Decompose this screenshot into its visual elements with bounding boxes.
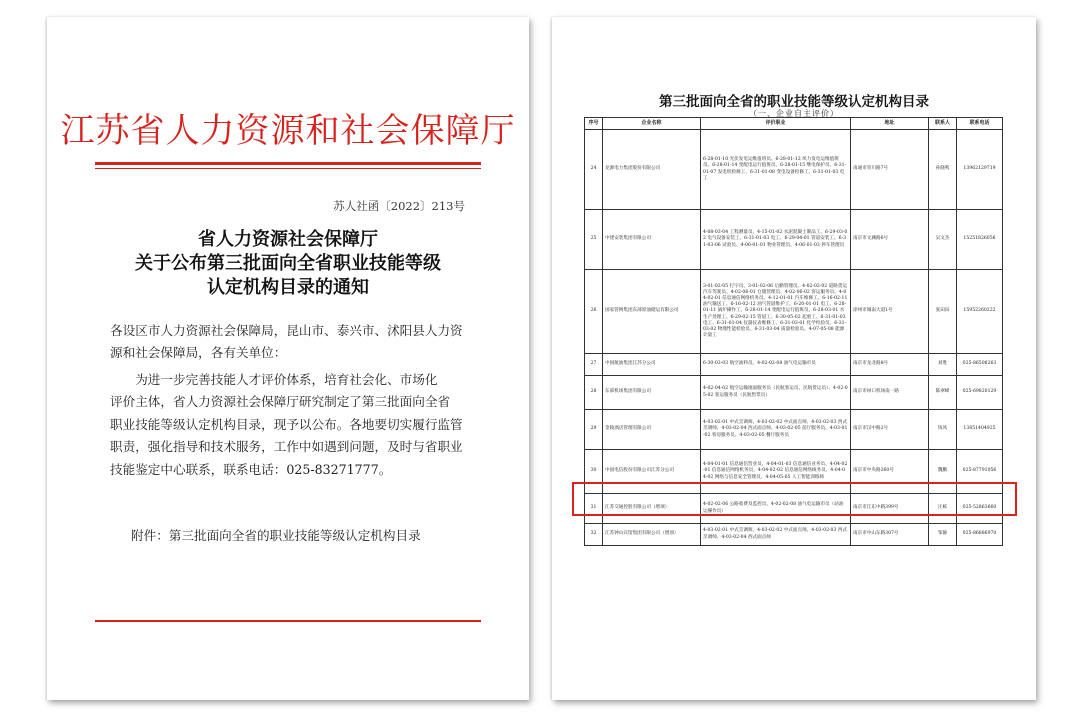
header-company: 企业名称 xyxy=(603,118,701,130)
row-phone: 025-86886970 xyxy=(957,524,1003,546)
row-phone: 025-87791056 xyxy=(957,450,1003,494)
catalog-page xyxy=(552,17,1036,700)
catalog-subtitle: （一、企业自主评价） xyxy=(749,109,839,118)
row-contact: 汪栋 xyxy=(929,494,957,524)
body-line: 评价主体，省人力资源社会保障厅研究制定了第三批面向全省 xyxy=(110,394,451,410)
table-row xyxy=(585,410,1003,450)
row-company: 中国电信股份有限公司江苏分公司 xyxy=(603,450,701,494)
row-company: 金陵酒店管理有限公司 xyxy=(603,410,701,450)
row-no: 24 xyxy=(585,130,603,210)
title-line-2: 关于公布第三批面向全省职业技能等级 xyxy=(135,253,441,274)
row-contact: 刘胜 xyxy=(929,354,957,376)
row-contact: 魏鹏 xyxy=(929,450,957,494)
row-address: 南京市文澜路6号 xyxy=(851,210,929,270)
row-no: 25 xyxy=(585,210,603,270)
row-no: 26 xyxy=(585,270,603,354)
table-row xyxy=(585,524,1003,546)
row-phone: 15952260222 xyxy=(957,270,1003,354)
row-jobs: 4-03-02-01 中式烹调师、4-03-02-02 中式面点师、4-03-02-03 西式烹调师、4-03-02-04 西式面点师 xyxy=(701,524,851,546)
row-phone: 13962129719 xyxy=(957,130,1003,210)
salutation xyxy=(110,320,470,365)
row-phone: 15251826056 xyxy=(957,210,1003,270)
row-company: 中建安装集团有限公司 xyxy=(603,210,701,270)
row-contact: 张田田 xyxy=(929,270,957,354)
row-no: 28 xyxy=(585,376,603,410)
row-address: 徐州市城南大道1号 xyxy=(851,270,929,354)
row-jobs: 6-30-03-03 航空油料员、4-02-02-08 油气电运输市员 xyxy=(701,354,851,376)
row-contact: 孙晓鸣 xyxy=(929,130,957,210)
letterhead-rule-thin xyxy=(95,168,481,169)
row-company: 国家管网集团东部原油储运有限公司 xyxy=(603,270,701,354)
row-company: 中国航油集团江苏分公司 xyxy=(603,354,701,376)
title-line-1: 省人力资源社会保障厅 xyxy=(198,229,378,250)
row-contact: 邹静 xyxy=(929,524,957,546)
header-contact: 联系人 xyxy=(929,118,957,130)
row-address: 南京市龙北路8号 xyxy=(851,354,929,376)
row-no: 32 xyxy=(585,524,603,546)
header-phone: 联系电话 xyxy=(957,118,1003,130)
row-jobs: 4-04-01-01 信息通信营业员、4-04-01-03 信息通信业务员、4-04-02-01 信息通信网络机务员、4-04-02-02 信息通信网络线务员、4-04-04-02 网络与信息安全管理员、4-04-05-05 人工智能训练师 xyxy=(701,450,851,494)
row-address: 南京市禄口机场南一路 xyxy=(851,376,929,410)
highlight-box xyxy=(572,482,1017,516)
attachment-line: 附件：第三批面向全省的职业技能等级认定机构目录 xyxy=(131,528,421,543)
row-address: 南通市崇川路7号 xyxy=(851,130,929,210)
body-line: 职业技能等级认定机构目录，现予以公布。各地要切实履行监管 xyxy=(110,416,463,432)
header-no: 序号 xyxy=(585,118,603,130)
row-jobs: 4-03-02-01 中式烹调师、4-03-02-02 中式面点师、4-03-02-03 西式烹调师、4-03-02-04 西式面点师、4-03-02-05 前厅服务员、4-03-01-02 客房服务员、4-03-02-05 餐厅服务员 xyxy=(701,410,851,450)
letterhead: 江苏省人力资源和社会保障厅 xyxy=(60,111,516,151)
row-company: 江苏交通控股有限公司（增项） xyxy=(603,494,701,524)
header-address: 地址 xyxy=(851,118,929,130)
row-jobs: 6-28-01-10 光伏发电运维值班员、6-28-01-12 风力发电运维值班员、6-28-01-14 变配电运行值班员、6-28-01-15 继电保护员、6-31-01-07 发电机检修工、6-31-01-08 变电设备检修工、6-31-01-03 电工 xyxy=(701,130,851,210)
row-company: 东部机场集团有限公司 xyxy=(603,376,701,410)
row-jobs: 4-02-02-06 公路收费及监控员、4-02-02-08 油气电运输市员（站油运操作员） xyxy=(701,494,851,524)
row-company: 江苏钟山宾馆集团有限公司（增项） xyxy=(603,524,701,546)
salutation-line-1: 各设区市人力资源社会保障局，昆山市、泰兴市、沭阳县人力资 xyxy=(110,323,463,338)
row-phone: 025-69820129 xyxy=(957,376,1003,410)
row-no: 27 xyxy=(585,354,603,376)
document-number: 苏人社函〔2022〕213号 xyxy=(333,199,465,213)
row-company: 龙源电力集团股份有限公司 xyxy=(603,130,701,210)
table-row xyxy=(585,210,1003,270)
row-no: 31 xyxy=(585,494,603,524)
table-header-row xyxy=(585,118,1003,130)
row-phone: 025-52863660 xyxy=(957,494,1003,524)
header-jobs: 评价职业 xyxy=(701,118,851,130)
table-row xyxy=(585,130,1003,210)
table-row xyxy=(585,354,1003,376)
row-contact: 陈翠峰 xyxy=(929,376,957,410)
footer-rule xyxy=(95,620,481,622)
table-row xyxy=(585,270,1003,354)
notice-body xyxy=(110,369,470,481)
body-line: 为进一步完善技能人才评价体系，培育社会化、市场化 xyxy=(135,372,438,387)
row-no: 29 xyxy=(585,410,603,450)
catalog-title: 第三批面向全省的职业技能等级认定机构目录 xyxy=(659,94,929,110)
row-phone: 13851404925 xyxy=(957,410,1003,450)
row-contact: 吴文杰 xyxy=(929,210,957,270)
row-no: 30 xyxy=(585,450,603,494)
row-address: 南京市汉中路2号 xyxy=(851,410,929,450)
body-line: 职责，强化指导和技术服务，工作中如遇到问题，及时与省职业 xyxy=(110,439,463,455)
row-jobs: 4-02-04-02 航空运输地面服务员（民航客运员、民航货运员）、4-02-05-02 客运服务员（民航售票员） xyxy=(701,376,851,410)
row-jobs: 3-01-02-05 打字员、3-01-02-06 后勤管理员、4-02-02-02 道路货运汽车驾驶员、4-02-06-01 仓储管理员、4-02-06-02 客运服务员、4-04-02-01 信息通信网络机务员、4-12-01-01 汽车维修工、6-16-02-11 油气输送工、6-16-02-12 油气管道维护工、6-20-01-01 电工、6-28-01-11 锅炉操作工、6-28-01-14 变配电运行值班员、6-28-03-01 水生产处理工、6-29-02-15 管道工、6-30-05-02 起重工、6-31-01-03 电工、6-31-01-04 仪器仪表维修工、6-31-03-01 化学检验员、6-31-03-02 物理性能检验员、6-31-03-04 质量检验员、4-07-05-08 能源计量工 xyxy=(701,270,851,354)
notice-page xyxy=(47,17,529,700)
row-address: 南京市中山东路307号 xyxy=(851,524,929,546)
row-jobs: 4-08-03-04 工程测量员、4-15-01-02 水泥混凝土制品工、6-29-03-02 电气设备安装工、6-31-01-03 电工、6-29-04-01 管道安装工、6-31-03-06 试验员、4-06-01-01 物业管理员、4-06-01-03 停车管理员 xyxy=(701,210,851,270)
letterhead-rule-top xyxy=(95,162,481,165)
table-row xyxy=(585,376,1003,410)
row-contact: 钱凤 xyxy=(929,410,957,450)
row-address: 南京市江东中路399号 xyxy=(851,494,929,524)
salutation-line-2: 源和社会保障局，各有关单位： xyxy=(110,345,287,361)
body-line: 技能鉴定中心联系，联系电话：025-83271777。 xyxy=(110,461,392,477)
row-address: 南京市中央路260号 xyxy=(851,450,929,494)
title-line-3: 认定机构目录的通知 xyxy=(207,277,369,298)
row-phone: 025-86508263 xyxy=(957,354,1003,376)
